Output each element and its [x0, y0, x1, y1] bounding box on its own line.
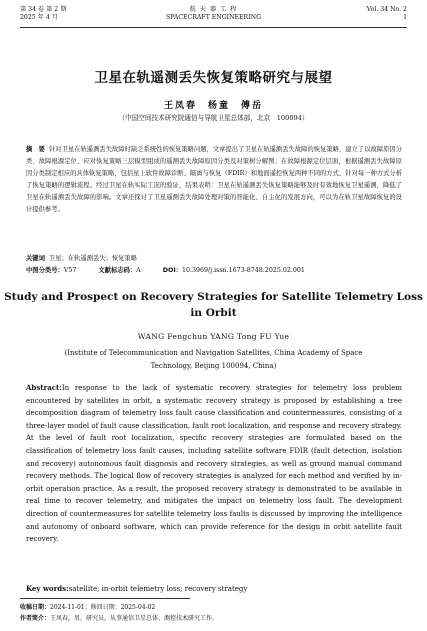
- authors-en: WANG Fengchun YANG Tong FU Yue: [137, 332, 290, 341]
- running-header-right: [367, 6, 407, 22]
- abstract-cn: [26, 144, 402, 215]
- clc-label: 中图分类号：: [26, 267, 64, 274]
- doi-label: DOI：: [162, 267, 182, 274]
- keywords-en-label: Key words:: [26, 584, 69, 593]
- issue-date-cn: 2025 年 4 月: [20, 14, 58, 21]
- volume-issue-cn: 第 34 卷 第 2 期: [20, 6, 67, 13]
- doc-code-value: A: [136, 267, 141, 274]
- keywords-cn-text: 卫星；在轨遥测丢失；恢复策略: [48, 255, 138, 262]
- footnote-dates: [20, 603, 410, 612]
- footnote-divider: [20, 598, 190, 599]
- page-number: 1: [403, 14, 407, 21]
- dates-text: 2024-11-01；修回日期：2025-04-02: [50, 604, 156, 611]
- classification-line: [26, 265, 402, 274]
- journal-name-en: SPACECRAFT ENGINEERING: [165, 14, 262, 21]
- volume-issue-en: Vol. 34 No. 2: [366, 6, 407, 13]
- doc-code-label: 文献标志码：: [98, 267, 137, 274]
- abstract-cn-text: 针对卫星在轨遥测丢失故障时缺乏系统性的恢复策略问题，文章提出了卫星在轨遥测丢失故障的恢复策略，建立了以故障原因分类、故障根源定位、应对恢复策略三层模型组成的遥测丢失故障原因分类及对策树分解图；在故障根源定位层面，根据遥测丢失故障原因分类制定相应的具体恢复策略，包括星上软件故障诊断、隔离与恢复（FDIR）和地面遥控恢复两种不同的方式，针对每一种方式分析了恢复策略的逻辑流程。经过卫星在轨实际工况的验证，结果表明：卫星在轨遥测丢失恢复策略能够及时有效地恢复卫星遥测，降低了卫星在轨遥测丢失故障的影响。文章还探讨了卫星遥测丢失故障处理对策的智能化、自主化的发展方向，可以为在轨卫星故障恢复的设计提供参考。: [26, 146, 403, 213]
- doi-value: 10.3969/j.issn.1673-8748.2025.02.001: [181, 267, 305, 274]
- keywords-en-text: satellite; in-orbit telemetry loss; recovery strategy: [68, 585, 248, 593]
- journal-name-cn: 航 天 器 工 程: [189, 6, 238, 13]
- keywords-en: [26, 584, 402, 593]
- bio-label: 作者简介：: [20, 615, 51, 622]
- abstract-en: [26, 382, 402, 546]
- keywords-cn-label: 关键词: [26, 255, 45, 262]
- running-header-center: [0, 6, 427, 22]
- header-divider: [20, 27, 407, 28]
- article-title-en: Study and Prospect on Recovery Strategies for Satellite Telemetry Loss in Orbit: [4, 291, 423, 319]
- authors-cn: 王凤春 杨童 傅岳: [163, 101, 263, 111]
- footnote-author-bio: [20, 614, 410, 623]
- keywords-cn: [26, 253, 402, 262]
- dates-label: 收稿日期：: [20, 604, 51, 611]
- abstract-en-text: In response to the lack of systematic recovery strategies for telemetry loss problem encountered by satellites in orbit, a systematic recovery strategy is proposed by establishing a tree decomposition diagram of telemetry loss fault cause classification and countermeasures, consisting of a three-layer model of fault cause classification, fault root localization, and response and recovery strategy. At the level of fault root localization, specific recovery strategies are formulated based on the classification of telemetry loss fault causes, including satellite software FDIR (fault detection, isolation and recovery) autonomous fault diagnosis and recovery strategies, as well as ground manual command recovery methods. The logical flow of recovery strategies is analyzed for each method and verified by in-orbit operation practice. As a result, the proposed recovery strategy is demonstrated to be available in real time to recover telemetry, and mitigates the impact on telemetry loss fault. The development direction of countermeasures for satellite telemetry loss faults is discussed by improving the intelligence and autonomy of onboard software, which can provide reference for the design in orbit satellite fault recovery.: [26, 384, 402, 544]
- affiliation-en: (Institute of Telecommunication and Navigation Satellites, China Academy of Space Technology, Beijing 100094, China): [64, 349, 363, 370]
- abstract-cn-label: 摘 要: [26, 146, 45, 153]
- article-title-cn: 卫星在轨遥测丢失恢复策略研究与展望: [94, 70, 333, 86]
- affiliation-cn: （中国空间技术研究院通信与导航卫星总体部，北京 100094）: [118, 114, 309, 122]
- clc-value: V57: [63, 267, 77, 274]
- abstract-en-label: Abstract:: [26, 383, 62, 392]
- bio-text: 王凤春，男，研究员，从事通信卫星总体、测控技术研究工作。: [50, 615, 219, 622]
